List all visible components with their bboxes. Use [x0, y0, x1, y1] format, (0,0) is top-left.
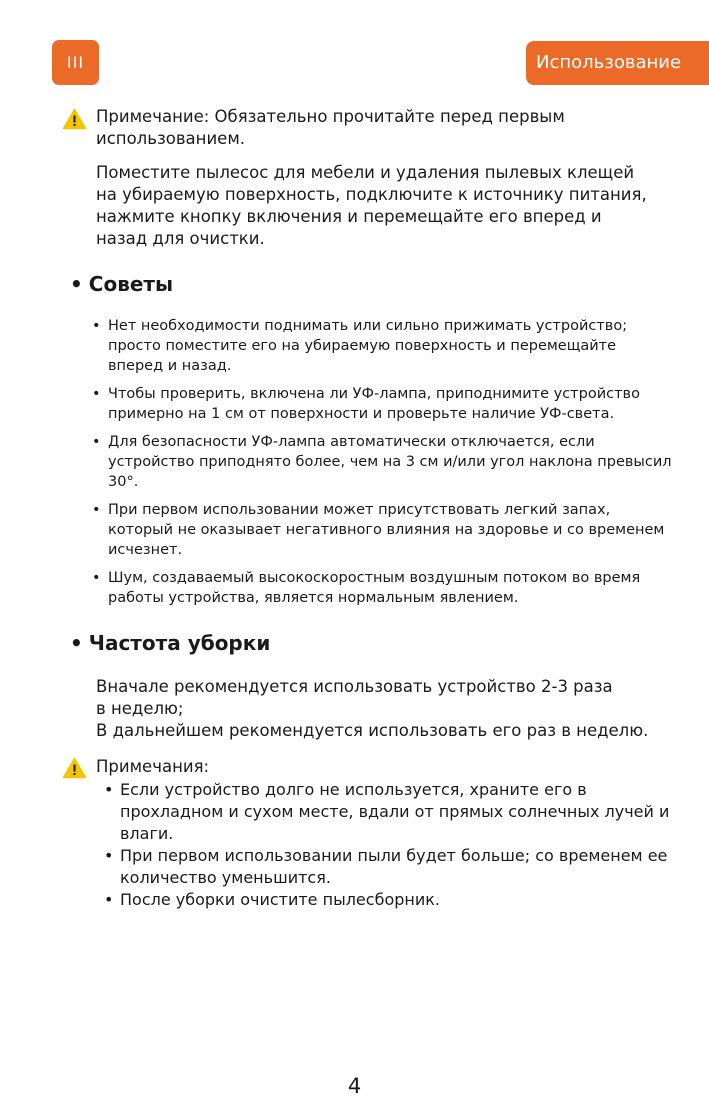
cleaning-frequency-heading: [70, 631, 270, 655]
section-title-tab: Использование: [526, 41, 709, 85]
list-item: • Нет необходимости поднимать или сильно прижимать устройство; просто поместите его на убираемую поверхность и перемещайте вперед и назад.: [92, 316, 672, 376]
first-use-note: Примечание: Обязательно прочитайте перед первым использованием.: [96, 107, 565, 148]
warning-icon: [62, 108, 87, 130]
list-item: • Чтобы проверить, включена ли УФ-лампа, приподнимите устройство примерно на 1 см от поверхности и проверьте наличие УФ-света.: [92, 384, 672, 424]
intro-paragraph: Поместите пылесос для мебели и удаления пылевых клещей на убираемую поверхность, подключите к источнику питания, нажмите кнопку включения и перемещайте его вперед и назад для очистки.: [96, 163, 647, 248]
cleaning-frequency-heading-text: Частота уборки: [88, 631, 271, 655]
list-item: • При первом использовании пыли будет больше; со временем ее количество уменьшится.: [104, 845, 679, 889]
tips-heading: [70, 272, 173, 296]
notes-list: [104, 779, 679, 911]
tips-heading-text: Советы: [88, 272, 174, 296]
list-item: • При первом использовании может присутствовать легкий запах, который не оказывает негативного влияния на здоровье и со временем исчезнет.: [92, 500, 672, 560]
list-item: • Для безопасности УФ-лампа автоматически отключается, если устройство приподнято более, чем на 3 см и/или угол наклона превысил 30°.: [92, 432, 672, 492]
tips-list: [92, 316, 672, 616]
page-number: 4: [347, 1074, 362, 1098]
list-item: • Шум, создаваемый высокоскоростным воздушным потоком во время работы устройства, является нормальным явлением.: [92, 568, 672, 608]
warning-icon: [62, 757, 87, 779]
frequency-paragraph-later: В дальнейшем рекомендуется использовать его раз в неделю.: [96, 721, 649, 740]
frequency-paragraph-initial: Вначале рекомендуется использовать устройство 2-3 раза в неделю;: [96, 677, 613, 718]
list-item: • После уборки очистите пылесборник.: [104, 889, 679, 911]
list-item: • Если устройство долго не используется, храните его в прохладном и сухом месте, вдали от прямых солнечных лучей и влаги.: [104, 779, 679, 845]
heading-bullet: •: [70, 272, 83, 296]
notes-title: Примечания:: [96, 757, 210, 776]
heading-bullet: •: [70, 631, 83, 655]
chapter-badge: III: [52, 40, 99, 85]
